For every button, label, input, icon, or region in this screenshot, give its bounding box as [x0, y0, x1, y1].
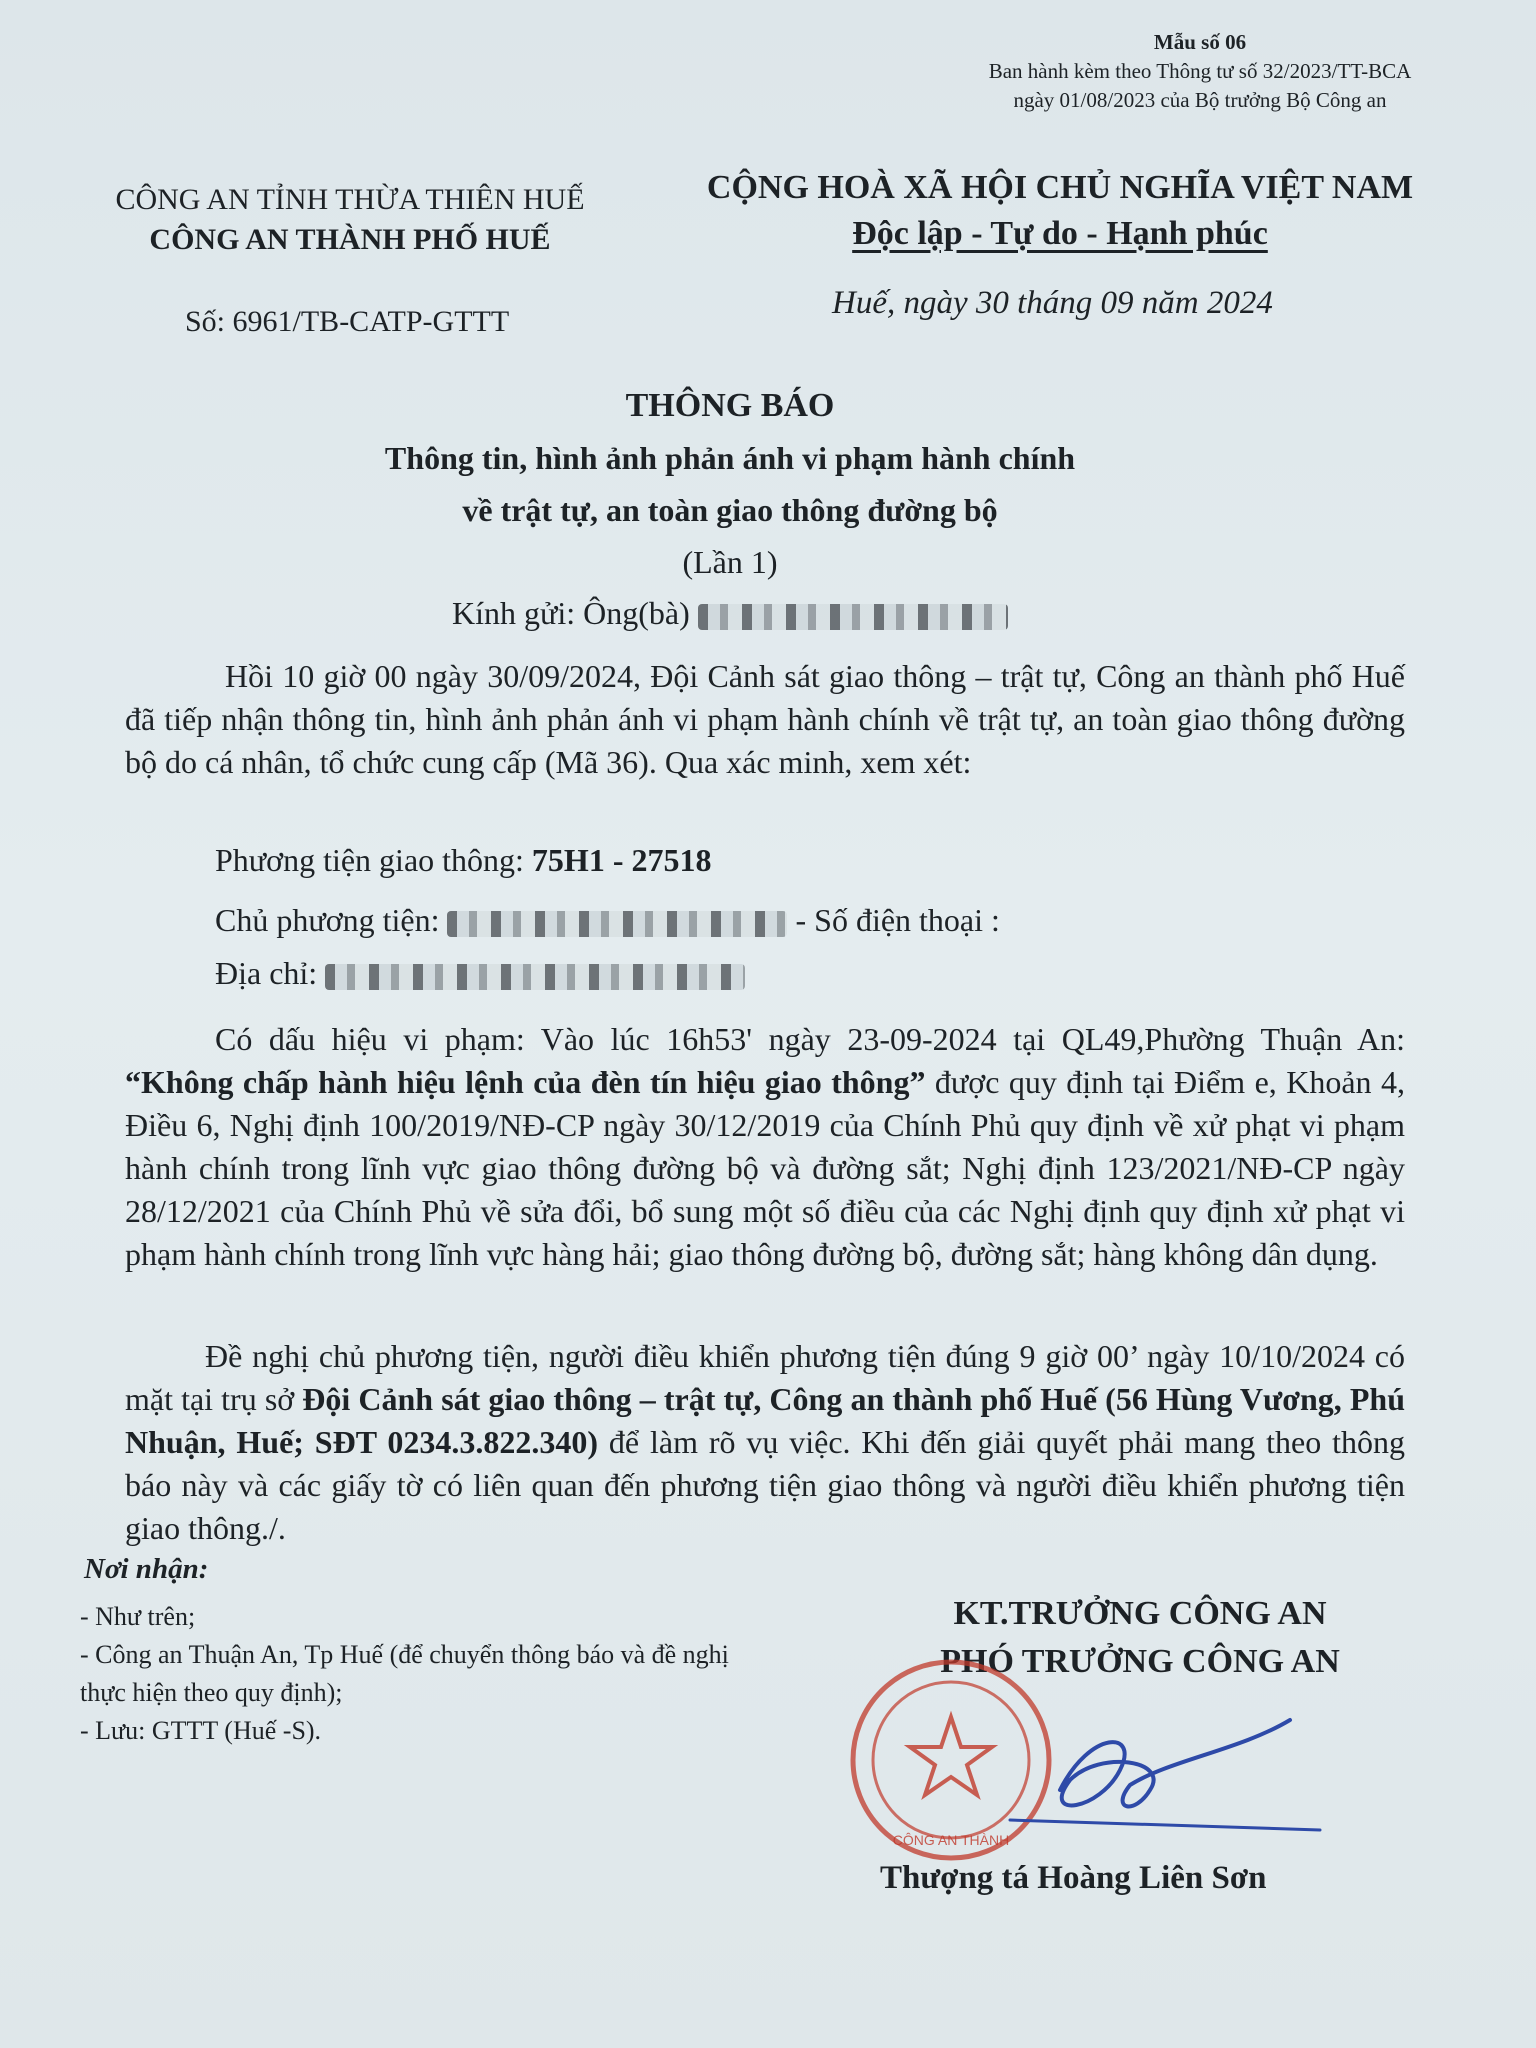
vehicle-line: [215, 842, 711, 879]
issued-with-line-2: ngày 01/08/2023 của Bộ trưởng Bộ Công an: [1013, 88, 1387, 112]
redacted-address: [325, 964, 745, 990]
issued-with-line-1: Ban hành kèm theo Thông tư số 32/2023/TT-BCA: [988, 59, 1412, 83]
intro-text: Hồi 10 giờ 00 ngày 30/09/2024, Đội Cảnh sát giao thông – trật tự, Công an thành phố Huế đã tiếp nhận thông tin, hình ảnh phản ánh vi phạm hành chính về trật tự, an toàn giao thông đường bộ do cá nhân, tổ chức cung cấp (Mã 36). Qua xác minh, xem xét:: [125, 658, 1405, 780]
redacted-recipient-name: [698, 604, 1008, 630]
document-subtitle-2: về trật tự, an toàn giao thông đường bộ: [462, 492, 998, 528]
recipients-title: Nơi nhận:: [84, 1553, 209, 1585]
national-header: [680, 165, 1440, 257]
violation-name: “Không chấp hành hiệu lệnh của đèn tín hiệu giao thông”: [125, 1064, 926, 1100]
request-intro: Đề nghị chủ phương tiện, người điều khiển phương tiện đúng 9 giờ 00’ ngày 10/10/2024 có mặt tại trụ sở: [125, 1338, 1405, 1417]
vehicle-plate: 75H1 - 27518: [531, 842, 712, 878]
recipient-item: - Như trên;: [80, 1602, 196, 1631]
owner-label: Chủ phương tiện:: [215, 902, 440, 938]
phone-label: - Số điện thoại :: [795, 902, 1000, 938]
recipient-item: - Lưu: GTTT (Huế -S).: [80, 1716, 322, 1745]
paragraph-violation: [125, 1018, 1405, 1276]
signer-name: Thượng tá Hoàng Liên Sơn: [880, 1860, 1267, 1896]
document-number: Số: 6961/TB-CATP-GTTT: [185, 305, 510, 338]
owner-line: [215, 902, 1000, 939]
request-office: Đội Cảnh sát giao thông – trật tự, Công an thành phố Huế (56 Hùng Vương, Phú Nhuận, Huế; SĐT 0234.3.822.340): [125, 1381, 1406, 1460]
address-line: [215, 955, 745, 992]
recipient-item: - Công an Thuận An, Tp Huế (để chuyển thông báo và đề nghị thực hiện theo quy định);: [80, 1640, 729, 1707]
document-subtitle-1: Thông tin, hình ảnh phản ánh vi phạm hành chính: [384, 440, 1076, 476]
signature-title-line-2: PHÓ TRƯỞNG CÔNG AN: [940, 1643, 1340, 1680]
violation-intro: Có dấu hiệu vi phạm: Vào lúc 16h53' ngày 23-09-2024 tại QL49,Phường Thuận An:: [215, 1021, 1405, 1057]
paragraph-request: [125, 1335, 1405, 1550]
violation-legal-basis: được quy định tại Điểm e, Khoản 4, Điều 6, Nghị định 100/2019/NĐ-CP ngày 30/12/2019 của Chính Phủ quy định về xử phạt vi phạm hành chính trong lĩnh vực giao thông đường bộ và đường sắt; Nghị định 123/2021/NĐ-CP ngày 28/12/2021 của Chính Phủ về sửa đổi, bổ sung một số điều của các Nghị định quy định xử phạt vi phạm hành chính trong lĩnh vực hàng hải; giao thông đường bộ, đường sắt; hàng không dân dụng.: [125, 1064, 1406, 1272]
form-number: Mẫu số 06: [1153, 30, 1247, 54]
title-block: [280, 380, 1180, 588]
agency-name: CÔNG AN THÀNH PHỐ HUẾ: [149, 223, 551, 256]
recipient-line: [452, 595, 1008, 632]
vehicle-label: Phương tiện giao thông:: [215, 842, 524, 878]
request-rest: để làm rõ vụ việc. Khi đến giải quyết phải mang theo thông báo này và các giấy tờ có liên quan đến phương tiện giao thông và người điều khiển phương tiện giao thông./.: [125, 1424, 1406, 1546]
nation-name: CỘNG HOÀ XÃ HỘI CHỦ NGHĨA VIỆT NAM: [706, 169, 1414, 206]
agency-parent: CÔNG AN TỈNH THỪA THIÊN HUẾ: [115, 183, 585, 216]
stamp-text: CÔNG AN THÀNH: [892, 1832, 1010, 1848]
form-number-block: [880, 28, 1520, 115]
recipients-list: [80, 1598, 780, 1750]
agency-block: [70, 180, 630, 260]
redacted-owner-name: [447, 911, 787, 937]
notice-round: (Lần 1): [682, 544, 778, 580]
document-title: THÔNG BÁO: [625, 387, 835, 424]
signature-title-line-1: KT.TRƯỞNG CÔNG AN: [953, 1595, 1327, 1632]
paragraph-intro: [125, 655, 1405, 784]
recipient-label: Kính gửi: Ông(bà): [452, 595, 690, 631]
national-motto: Độc lập - Tự do - Hạnh phúc: [852, 215, 1268, 252]
address-label: Địa chỉ:: [215, 955, 318, 991]
place-date: Huế, ngày 30 tháng 09 năm 2024: [832, 285, 1273, 321]
